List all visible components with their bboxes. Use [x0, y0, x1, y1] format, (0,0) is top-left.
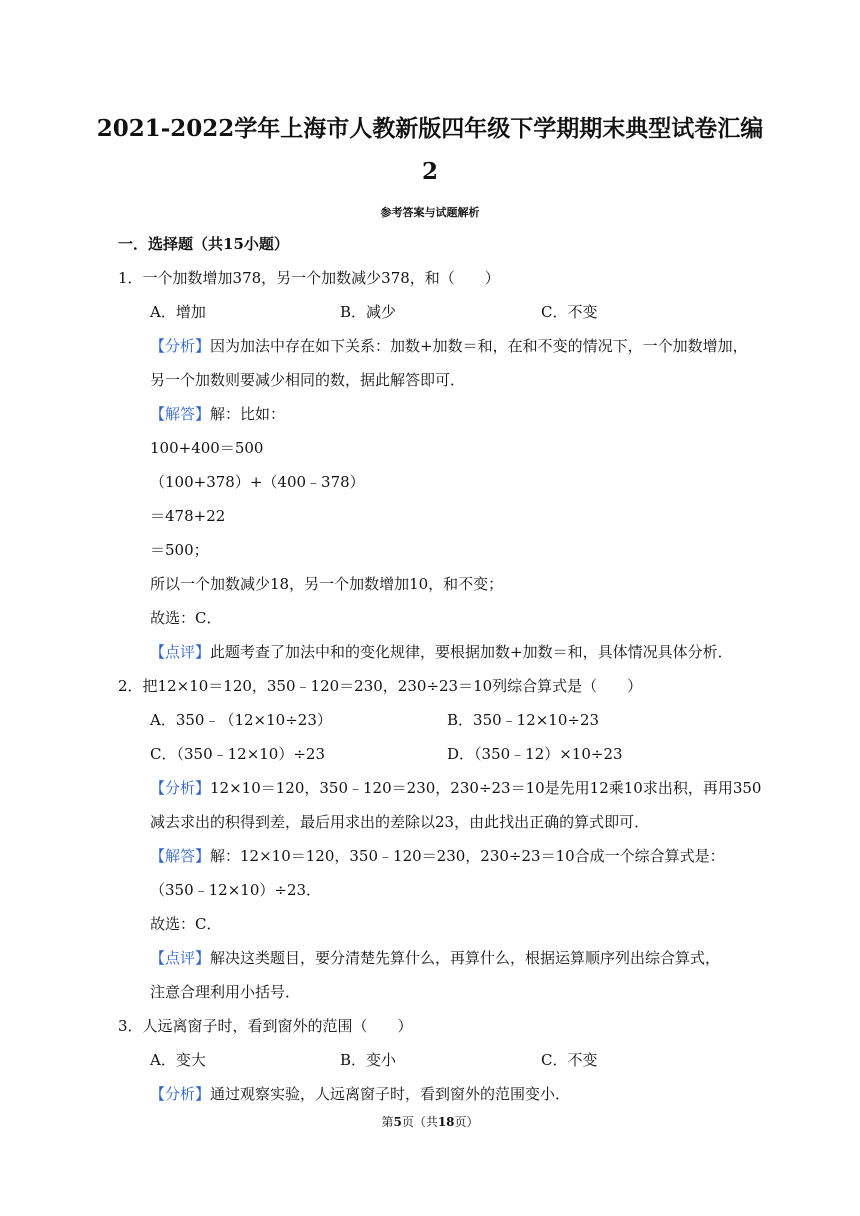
analysis-text: 通过观察实验，人远离窗子时，看到窗外的范围变小． — [210, 1085, 571, 1103]
solution-tag: 【解答】 — [150, 847, 211, 865]
section-heading: 一．选择题（共15小题） — [118, 235, 289, 253]
question-1-stem: 1．一个加数增加378，另一个加数减少378，和（ ） — [118, 269, 500, 287]
question-2-solution — [150, 845, 725, 867]
footer-mid: 页（共 — [401, 1115, 438, 1129]
question-1-option-a: A．增加 — [150, 303, 206, 321]
question-2-comment-cont: 注意合理利用小括号． — [150, 983, 301, 1001]
question-3-stem: 3．人远离窗子时，看到窗外的范围（ ） — [118, 1017, 413, 1035]
question-1-solution-line: 100+400＝500 — [150, 439, 264, 457]
solution-tag: 【解答】 — [150, 405, 211, 423]
question-1-option-b: B．减少 — [340, 303, 397, 321]
page-footer — [0, 1113, 860, 1131]
question-2-option-b: B．350﹣12×10÷23 — [447, 711, 600, 729]
analysis-tag: 【分析】 — [150, 1085, 211, 1103]
question-1-solution-line: 所以一个加数减少18，另一个加数增加10，和不变； — [150, 575, 504, 593]
page-title: 2021-2022学年上海市人教新版四年级下学期期末典型试卷汇编 — [96, 115, 764, 142]
question-3-option-c: C．不变 — [541, 1051, 598, 1069]
comment-tag: 【点评】 — [150, 643, 211, 661]
question-2-analysis-cont: 减去求出的积得到差，最后用求出的差除以23，由此找出正确的算式即可． — [150, 813, 650, 831]
question-1-analysis — [150, 335, 748, 357]
question-1-solution-line: ＝478+22 — [150, 507, 226, 525]
analysis-text: 因为加法中存在如下关系：加数+加数＝和，在和不变的情况下，一个加数增加， — [210, 337, 748, 355]
comment-text: 解决这类题目，要分清楚先算什么，再算什么，根据运算顺序列出综合算式， — [210, 949, 721, 967]
footer-prefix: 第 — [381, 1115, 394, 1129]
question-1-solution-line: ＝500； — [150, 541, 209, 559]
question-1-comment — [150, 641, 733, 663]
analysis-text: 12×10＝120，350﹣120＝230，230÷23＝10是先用12乘10求出积，再用350 — [210, 779, 762, 797]
question-1-solution-line: （100+378）+（400﹣378） — [150, 473, 365, 491]
question-3-option-a: A．变大 — [150, 1051, 206, 1069]
question-3-option-b: B．变小 — [340, 1051, 397, 1069]
question-1-option-c: C．不变 — [541, 303, 598, 321]
solution-text: 解：比如： — [210, 405, 286, 423]
comment-text: 此题考查了加法中和的变化规律，要根据加数+加数＝和，具体情况具体分析． — [210, 643, 733, 661]
comment-tag: 【点评】 — [150, 949, 211, 967]
question-2-stem: 2．把12×10＝120，350﹣120＝230，230÷23＝10列综合算式是（ ） — [118, 677, 643, 695]
question-1-analysis-cont: 另一个加数则要减少相同的数，据此解答即可． — [150, 371, 466, 389]
question-2-option-d: D．（350﹣12）×10÷23 — [447, 745, 623, 763]
question-3-analysis — [150, 1083, 570, 1105]
page-subtitle: 参考答案与试题解析 — [380, 206, 480, 219]
question-1-answer: 故选：C． — [150, 609, 222, 627]
question-2-comment — [150, 947, 720, 969]
question-1-solution — [150, 403, 285, 425]
footer-page-number: 5 — [393, 1115, 402, 1129]
page-title-continued: 2 — [421, 158, 438, 185]
question-2-solution-line: （350﹣12×10）÷23． — [150, 881, 322, 899]
analysis-tag: 【分析】 — [150, 779, 211, 797]
solution-text: 解：12×10＝120，350﹣120＝230，230÷23＝10合成一个综合算式是： — [210, 847, 725, 865]
question-2-analysis — [150, 777, 761, 799]
analysis-tag: 【分析】 — [150, 337, 211, 355]
question-2-option-c: C．（350﹣12×10）÷23 — [150, 745, 326, 763]
question-2-answer: 故选：C． — [150, 915, 222, 933]
footer-total-pages: 18 — [437, 1115, 455, 1129]
footer-suffix: 页） — [454, 1115, 479, 1129]
question-2-option-a: A．350﹣（12×10÷23） — [150, 711, 332, 729]
